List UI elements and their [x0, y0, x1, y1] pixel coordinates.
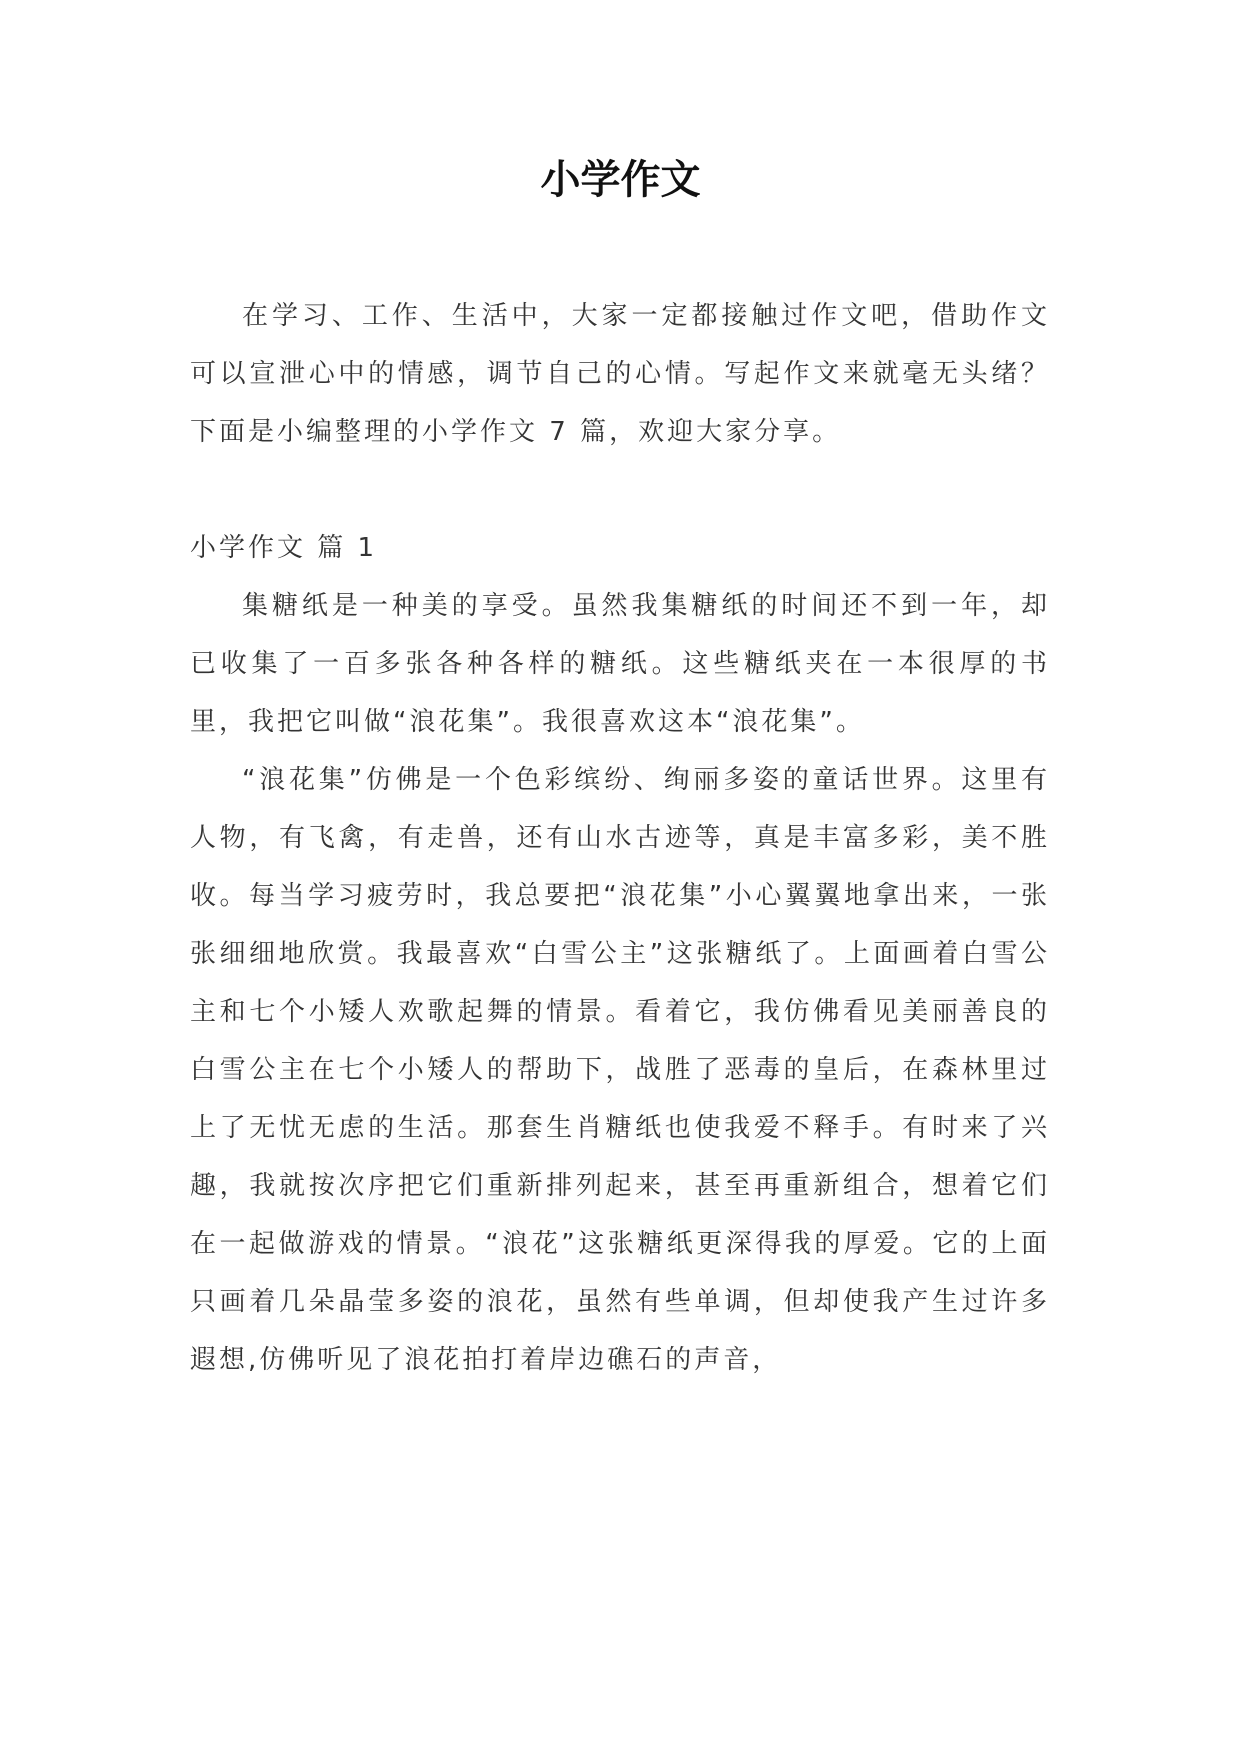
section-heading: 小学作文 篇 1 — [190, 533, 378, 563]
paragraph-spacer — [190, 461, 1050, 519]
body-paragraph-2: “浪花集”仿佛是一个色彩缤纷、绚丽多姿的童话世界。这里有人物，有飞禽，有走兽，还有山水古迹等，真是丰富多彩，美不胜收。每当学习疲劳时，我总要把“浪花集”小心翼翼地拿出来，一张张细细地欣赏。我最喜欢“白雪公主”这张糖纸了。上面画着白雪公主和七个小矮人欢歌起舞的情景。看着它，我仿佛看见美丽善良的白雪公主在七个小矮人的帮助下，战胜了恶毒的皇后，在森林里过上了无忧无虑的生活。那套生肖糖纸也使我爱不释手。有时来了兴趣，我就按次序把它们重新排列起来，甚至再重新组合，想着它们在一起做游戏的情景。“浪花”这张糖纸更深得我的厚爱。它的上面只画着几朵晶莹多姿的浪花，虽然有些单调，但却使我产生过许多遐想,仿佛听见了浪花拍打着岸边礁石的声音， — [190, 765, 1050, 1375]
body-paragraph-1: 集糖纸是一种美的享受。虽然我集糖纸的时间还不到一年，却已收集了一百多张各种各样的糖纸。这些糖纸夹在一本很厚的书里，我把它叫做“浪花集”。我很喜欢这本“浪花集”。 — [190, 591, 1050, 737]
document-title: 小学作文 — [540, 156, 701, 203]
document-body — [190, 287, 1050, 1389]
intro-paragraph: 在学习、工作、生活中，大家一定都接触过作文吧，借助作文可以宣泄心中的情感，调节自己的心情。写起作文来就毫无头绪？下面是小编整理的小学作文 7 篇，欢迎大家分享。 — [190, 301, 1050, 447]
